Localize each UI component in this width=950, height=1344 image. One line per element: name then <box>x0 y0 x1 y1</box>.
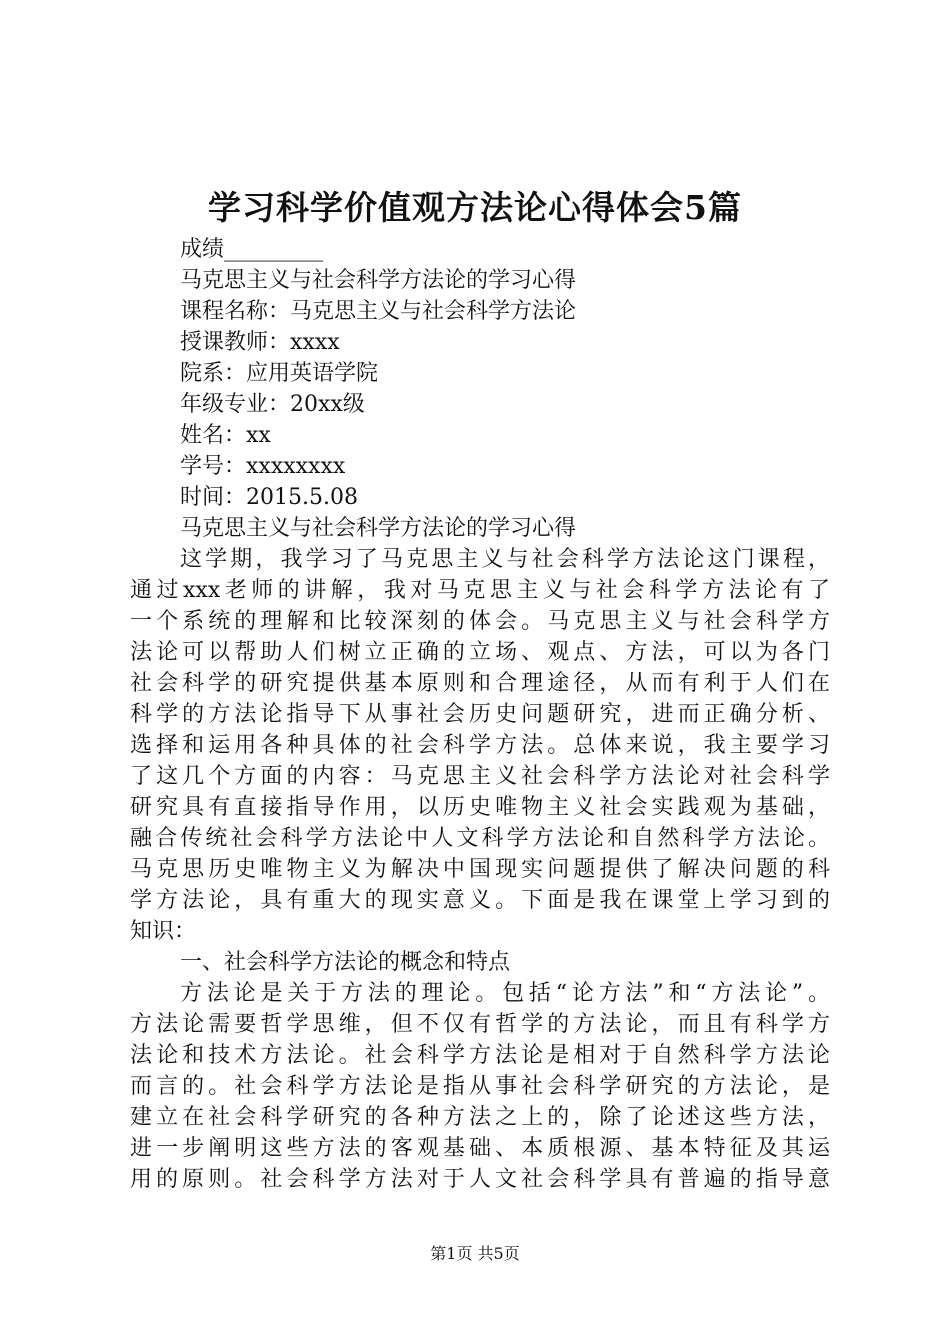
paragraph2-line: 用的原则。社会科学方法对于人文社会科学具有普遍的指导意 <box>130 1167 830 1192</box>
paragraph1-line: 选择和运用各种具体的社会科学方法。总体来说，我主要学习 <box>130 733 830 758</box>
paragraph1-line: 一个系统的理解和比较深刻的体会。马克思主义与社会科学方 <box>130 609 830 634</box>
paragraph1-line: 知识： <box>130 919 197 944</box>
department-line: 院系：应用英语学院 <box>180 361 379 386</box>
essay-title-line: 马克思主义与社会科学方法论的学习心得 <box>180 516 577 541</box>
paragraph1-line: 学方法论，具有重大的现实意义。下面是我在课堂上学习到的 <box>130 888 830 913</box>
grade-line: 成绩_________ <box>180 237 324 262</box>
paragraph1-line: 融合传统社会科学方法论中人文科学方法论和自然科学方法论。 <box>130 826 830 851</box>
section-heading: 一、社会科学方法论的概念和特点 <box>180 950 511 975</box>
document-body <box>130 234 830 1195</box>
paragraph2-line: 而言的。社会科学方法论是指从事社会科学研究的方法论，是 <box>130 1074 830 1099</box>
paragraph1-line: 了这几个方面的内容：马克思主义社会科学方法论对社会科学 <box>130 764 830 789</box>
paragraph1-line: 马克思历史唯物主义为解决中国现实问题提供了解决问题的科 <box>130 857 830 882</box>
date-line: 时间：2015.5.08 <box>180 485 358 510</box>
grade-major-line: 年级专业：20xx级 <box>180 392 365 417</box>
paragraph1-line: 通过xxx老师的讲解，我对马克思主义与社会科学方法论有了 <box>130 578 830 603</box>
page-footer: 第1页 共5页 <box>430 1244 520 1263</box>
paragraph2-line: 进一步阐明这些方法的客观基础、本质根源、基本特征及其运 <box>130 1136 830 1161</box>
course-name-line: 课程名称：马克思主义与社会科学方法论 <box>180 299 577 324</box>
paragraph1-line: 研究具有直接指导作用，以历史唯物主义社会实践观为基础， <box>130 795 830 820</box>
name-line: 姓名：xx <box>180 423 271 448</box>
paragraph2-line: 建立在社会科学研究的各种方法之上的，除了论述这些方法， <box>130 1105 830 1130</box>
document-title: 学习科学价值观方法论心得体会5篇 <box>208 188 742 227</box>
subtitle-line: 马克思主义与社会科学方法论的学习心得 <box>180 268 577 293</box>
teacher-line: 授课教师：xxxx <box>180 330 340 355</box>
paragraph2-line: 方法论需要哲学思维，但不仅有哲学的方法论，而且有科学方 <box>130 1012 830 1037</box>
paragraph1-line: 这学期，我学习了马克思主义与社会科学方法论这门课程， <box>180 547 830 572</box>
student-id-line: 学号：xxxxxxxx <box>180 454 346 479</box>
paragraph1-line: 社会科学的研究提供基本原则和合理途径，从而有利于人们在 <box>130 671 830 696</box>
paragraph2-line: 方法论是关于方法的理论。包括“论方法”和“方法论”。 <box>180 981 830 1006</box>
paragraph1-line: 法论可以帮助人们树立正确的立场、观点、方法，可以为各门 <box>130 640 830 665</box>
paragraph1-line: 科学的方法论指导下从事社会历史问题研究，进而正确分析、 <box>130 702 830 727</box>
paragraph2-line: 法论和技术方法论。社会科学方法论是相对于自然科学方法论 <box>130 1043 830 1068</box>
